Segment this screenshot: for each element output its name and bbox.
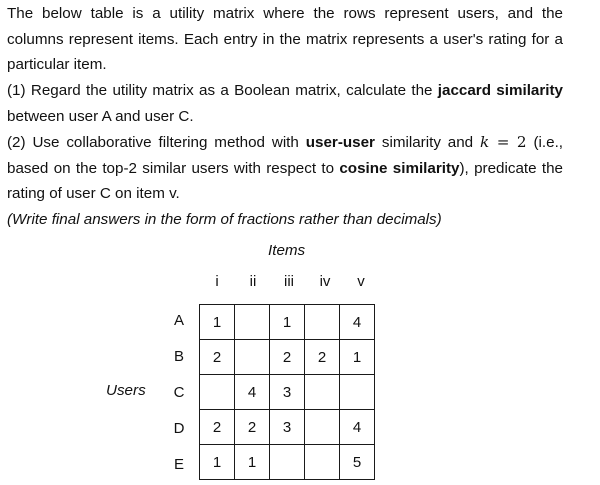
cell-a-ii <box>235 305 270 340</box>
cell-e-ii: 1 <box>235 445 270 480</box>
matrix-row-c <box>200 375 375 410</box>
column-header-v: v <box>357 273 365 290</box>
part-2-middle-1: similarity and <box>374 134 481 151</box>
column-header-iv: iv <box>319 273 331 290</box>
cell-b-v: 1 <box>340 340 375 375</box>
cell-d-iv <box>305 410 340 445</box>
question-part-1 <box>7 78 563 129</box>
cell-c-iii: 3 <box>270 375 305 410</box>
utility-matrix <box>199 304 375 480</box>
part-1-bold-term: jaccard similarity <box>437 82 564 99</box>
cell-a-iii: 1 <box>270 305 305 340</box>
part-2-suffix: ), predicate the rating of user C on item v. <box>7 159 563 203</box>
part-1-suffix: between user A and user C. <box>7 107 194 125</box>
matrix-row-b <box>200 340 375 375</box>
cell-b-i: 2 <box>200 340 235 375</box>
column-header-ii: ii <box>249 273 257 290</box>
question-intro: The below table is a utility matrix where the rows represent users, and the columns represent items. Each entry in the matrix represents a user's rating for a particular item. <box>7 5 563 74</box>
row-header-e: E <box>173 456 184 473</box>
part-2-middle-2: (i.e., based on the top-2 similar users with respect to <box>7 134 564 177</box>
row-header-b: B <box>173 348 184 365</box>
answer-format-note: (Write final answers in the form of fractions rather than decimals) <box>7 211 442 228</box>
matrix-row-a <box>200 305 375 340</box>
cell-b-iii: 2 <box>270 340 305 375</box>
k-equals: = 2 <box>489 133 527 151</box>
matrix-row-e <box>200 445 375 480</box>
cell-c-i <box>200 375 235 410</box>
cell-d-i: 2 <box>200 410 235 445</box>
row-header-a: A <box>173 312 184 329</box>
k-variable: k <box>480 133 490 151</box>
users-axis-label: Users <box>106 382 146 399</box>
matrix-row-d <box>200 410 375 445</box>
cell-e-iv <box>305 445 340 480</box>
part-2-prefix: (2) Use collaborative filtering method with <box>7 134 306 151</box>
question-part-2 <box>7 130 563 207</box>
cell-c-iv <box>305 375 340 410</box>
cell-e-iii <box>270 445 305 480</box>
items-axis-label: Items <box>268 242 306 259</box>
cell-e-i: 1 <box>200 445 235 480</box>
cell-a-v: 4 <box>340 305 375 340</box>
part-2-bold-similarity: cosine similarity <box>339 159 460 177</box>
column-header-i: i <box>215 273 219 290</box>
cell-a-iv <box>305 305 340 340</box>
cell-a-i: 1 <box>200 305 235 340</box>
cell-d-ii: 2 <box>235 410 270 445</box>
row-header-c: C <box>173 384 185 401</box>
cell-e-v: 5 <box>340 445 375 480</box>
cell-d-v: 4 <box>340 410 375 445</box>
cell-b-iv: 2 <box>305 340 340 375</box>
cell-b-ii <box>235 340 270 375</box>
part-1-prefix: (1) Regard the utility matrix as a Boolean matrix, calculate the <box>7 82 438 99</box>
cell-d-iii: 3 <box>270 410 305 445</box>
cell-c-v <box>340 375 375 410</box>
cell-c-ii: 4 <box>235 375 270 410</box>
part-2-bold-method: user-user <box>305 134 375 151</box>
row-header-d: D <box>173 420 185 437</box>
column-header-iii: iii <box>284 273 294 290</box>
